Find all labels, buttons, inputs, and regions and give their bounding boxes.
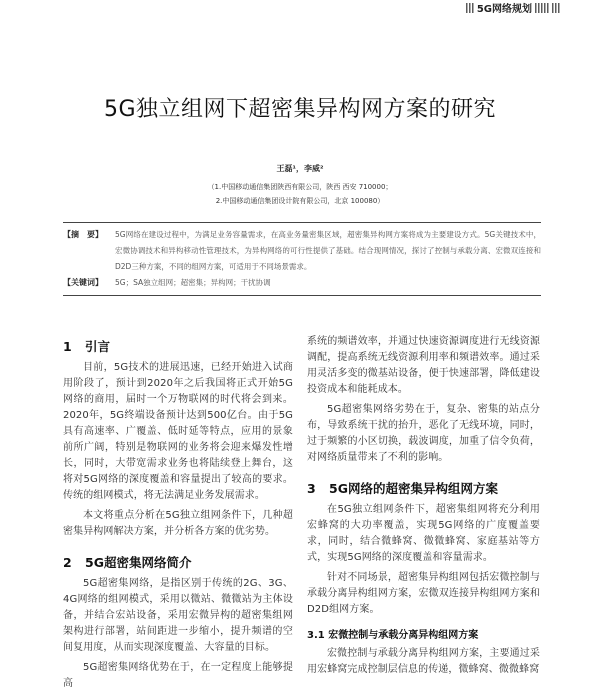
- affiliation-1: （1.中国移动通信集团陕西有限公司，陕西 西安 710000；: [207, 183, 393, 191]
- paragraph: 目前，5G技术的进展迅速，已经开始进入试商用阶段了，预计到2020年之后我国将正式开始5G网络的商用，届时一个万物联网的时代将会到来。2020年，5G终端设备预计达到500亿台。由于5G具有高速率、广覆盖、低时延等特点，应用的景象前所广阔，特别是物联网的业务将会迎来爆发性增长，同时，大带宽需求业务也将陆续登上舞台，这将对5G网络的深度覆盖和容量提出了较高的要求。传统的组网模式，将无法满足业务发展需求。: [63, 362, 293, 501]
- section-2-heading: [63, 554, 293, 572]
- paragraph: 针对不同场景，超密集异构组网包括宏微控制与承载分离异构组网方案，宏微双连接异构组网方案和D2D组网方案。: [307, 572, 540, 615]
- section-number: 3: [307, 481, 316, 496]
- abstract-row: [63, 227, 541, 275]
- keywords-text: 5G；SA独立组网；超密集；异构网；干扰协调: [115, 278, 271, 287]
- paragraph: 5G超密集网络劣势在于，复杂、密集的站点分布，导致系统干扰的抬升，恶化了无线环境，同时，过于频繁的小区切换，载波调度，加重了信令负荷，对网络质量带来了不利的影响。: [307, 404, 540, 463]
- left-column: [63, 338, 293, 696]
- abstract-text: 5G网络在建设过程中，为满足业务容量需求，在高业务量密集区域，超密集异构网方案将成为主要建设方式。5G关键技术中，宏微协调技术和异构移动性管理技术，为异构网络的可行性提供了基础。结合现网情况，探讨了控制与承载分离、宏微双连接和D2D三种方案，不同的组网方案，可适用于不同场景需求。: [115, 230, 541, 271]
- keywords-row: [63, 275, 541, 291]
- paragraph: 5G超密集网络优势在于，在一定程度上能够提高: [63, 662, 293, 689]
- decorative-dots-icon: [552, 3, 560, 13]
- section-title: 5G网络的超密集异构组网方案: [329, 481, 498, 496]
- section-title: 引言: [85, 339, 111, 354]
- section-title: 5G超密集网络简介: [85, 555, 192, 570]
- affiliation-2: 2.中国移动通信集团设计院有限公司，北京 100080）: [215, 197, 385, 205]
- paper-title: 5G独立组网下超密集异构网方案的研究: [103, 97, 497, 122]
- section-3-heading: [307, 480, 540, 498]
- paragraph: 系统的频谱效率，并通过快速资源调度进行无线资源调配，提高系统无线资源利用率和频谱效率。通过采用灵活多变的微基站设备，便于快速部署，降低建设投资成本和能耗成本。: [307, 336, 540, 395]
- subsection-number: 3.1: [307, 630, 325, 641]
- subsection-title: 宏微控制与承载分离异构组网方案: [328, 630, 479, 641]
- section-1-heading: [63, 338, 293, 356]
- running-header: [466, 0, 560, 15]
- paragraph: 在5G独立组网条件下，超密集组网将充分利用宏蜂窝的大功率覆盖，实现5G网络的广度覆盖要求，同时，结合微蜂窝、微微蜂窝、家庭基站等方式，实现5G网络的深度覆盖和容量需求。: [307, 504, 540, 563]
- subsection-3-1-heading: [307, 628, 540, 644]
- keywords-label: 【关键词】: [63, 278, 103, 287]
- paragraph: 本文将重点分析在5G独立组网条件下，几种超密集异构网解决方案，并分析各方案的优劣势。: [63, 510, 293, 537]
- right-column: [307, 334, 540, 682]
- paragraph: 宏微控制与承载分离异构组网方案，主要通过采用宏蜂窝完成控制层信息的传递，微蜂窝、微微蜂窝: [307, 648, 540, 675]
- decorative-dots-icon: [466, 3, 474, 13]
- abstract-label: 【摘 要】: [63, 230, 103, 239]
- authors: 王磊¹，李威²: [276, 164, 324, 173]
- section-number: 2: [63, 555, 72, 570]
- section-number: 1: [63, 339, 72, 354]
- paragraph: 5G超密集网络，是指区别于传统的2G、3G、4G网络的组网模式，采用以微站、微微站为主体设备，并结合宏站设备，采用宏微异构的超密集组网架构进行部署，站间距进一步缩小，提升频谱的空间复用度，从而实现深度覆盖、大容量的目标。: [63, 578, 293, 653]
- decorative-dots-icon: [535, 3, 549, 13]
- section-label: 5G网络规划: [476, 4, 532, 15]
- abstract-box: [63, 222, 541, 296]
